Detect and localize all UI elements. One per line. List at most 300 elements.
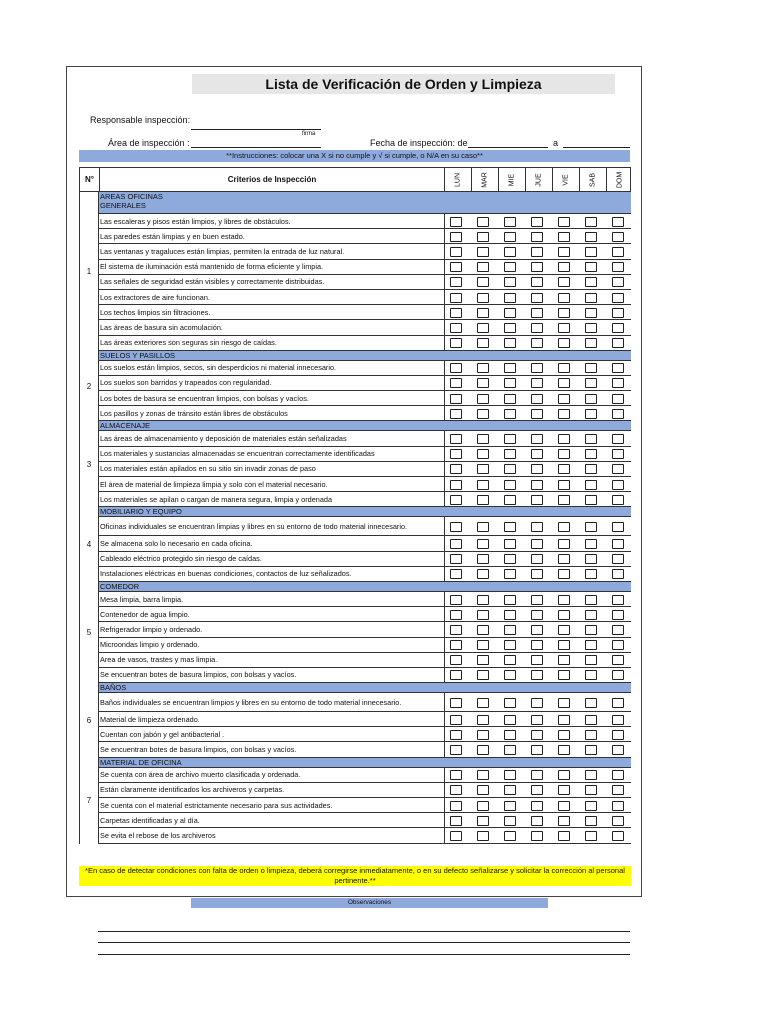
table-row <box>99 622 631 637</box>
checkbox-dom[interactable] <box>612 293 624 303</box>
checkbox-sab[interactable] <box>585 495 597 505</box>
checkbox-mar[interactable] <box>477 480 489 490</box>
checkbox-sab[interactable] <box>585 698 597 708</box>
checkbox-mie[interactable] <box>504 745 516 755</box>
checkbox-dom[interactable] <box>612 801 624 811</box>
checkbox-mar[interactable] <box>477 363 489 373</box>
checkbox-mar[interactable] <box>477 785 489 795</box>
checkbox-sab[interactable] <box>585 569 597 579</box>
checkbox-mie[interactable] <box>504 522 516 532</box>
checkbox-vie[interactable] <box>558 338 570 348</box>
checkbox-sab[interactable] <box>585 730 597 740</box>
observaciones-line-2[interactable] <box>98 942 630 943</box>
checkbox-sab[interactable] <box>585 217 597 227</box>
checkbox-vie[interactable] <box>558 640 570 650</box>
checkbox-dom[interactable] <box>612 409 624 419</box>
checkbox-mar[interactable] <box>477 770 489 780</box>
checkbox-sab[interactable] <box>585 625 597 635</box>
checkbox-mar[interactable] <box>477 232 489 242</box>
checkbox-mie[interactable] <box>504 785 516 795</box>
checkbox-mie[interactable] <box>504 730 516 740</box>
checkbox-mar[interactable] <box>477 730 489 740</box>
checkbox-jue[interactable] <box>531 569 543 579</box>
checkbox-lun[interactable] <box>450 670 462 680</box>
column-divider <box>444 592 445 606</box>
checkbox-mar[interactable] <box>477 449 489 459</box>
checkbox-jue[interactable] <box>531 323 543 333</box>
checkbox-mie[interactable] <box>504 698 516 708</box>
observaciones-line-3[interactable] <box>98 954 630 955</box>
checkbox-dom[interactable] <box>612 715 624 725</box>
checkbox-dom[interactable] <box>612 522 624 532</box>
checkbox-jue[interactable] <box>531 363 543 373</box>
checkbox-vie[interactable] <box>558 409 570 419</box>
checkbox-lun[interactable] <box>450 785 462 795</box>
checkbox-jue[interactable] <box>531 670 543 680</box>
table-row <box>99 536 631 551</box>
day-header-label: MAR <box>481 171 489 188</box>
checkbox-lun[interactable] <box>450 480 462 490</box>
table-row <box>99 477 631 492</box>
checkbox-mie[interactable] <box>504 323 516 333</box>
checkbox-sab[interactable] <box>585 262 597 272</box>
checkbox-lun[interactable] <box>450 363 462 373</box>
day-header-dom <box>606 168 633 191</box>
checkbox-mar[interactable] <box>477 640 489 650</box>
checkbox-mar[interactable] <box>477 539 489 549</box>
checkbox-vie[interactable] <box>558 698 570 708</box>
column-divider <box>444 727 445 741</box>
checkbox-dom[interactable] <box>612 569 624 579</box>
checkbox-mar[interactable] <box>477 409 489 419</box>
checkbox-mar[interactable] <box>477 831 489 841</box>
checkbox-dom[interactable] <box>612 217 624 227</box>
column-divider <box>444 431 445 445</box>
area-field[interactable] <box>191 147 321 148</box>
checkbox-sab[interactable] <box>585 554 597 564</box>
checkbox-vie[interactable] <box>558 293 570 303</box>
checkbox-vie[interactable] <box>558 670 570 680</box>
checkbox-vie[interactable] <box>558 715 570 725</box>
checkbox-mar[interactable] <box>477 698 489 708</box>
checkbox-lun[interactable] <box>450 655 462 665</box>
criterion-text: Los materiales están apilados en su sitio sin invadir zonas de paso <box>100 464 316 474</box>
checkbox-sab[interactable] <box>585 522 597 532</box>
checkbox-dom[interactable] <box>612 323 624 333</box>
checkbox-vie[interactable] <box>558 434 570 444</box>
checkbox-jue[interactable] <box>531 831 543 841</box>
table-row <box>99 320 631 335</box>
fecha-hasta-field[interactable] <box>563 147 630 148</box>
checkbox-mie[interactable] <box>504 449 516 459</box>
checkbox-vie[interactable] <box>558 569 570 579</box>
checkbox-jue[interactable] <box>531 730 543 740</box>
checkbox-mie[interactable] <box>504 670 516 680</box>
checkbox-dom[interactable] <box>612 831 624 841</box>
checkbox-lun[interactable] <box>450 247 462 257</box>
observaciones-line-1[interactable] <box>98 931 630 932</box>
checkbox-lun[interactable] <box>450 770 462 780</box>
checkbox-sab[interactable] <box>585 770 597 780</box>
checkbox-jue[interactable] <box>531 610 543 620</box>
checkbox-mar[interactable] <box>477 554 489 564</box>
checkbox-lun[interactable] <box>450 715 462 725</box>
checkbox-vie[interactable] <box>558 308 570 318</box>
checkbox-mie[interactable] <box>504 770 516 780</box>
table-row <box>99 517 631 536</box>
checkbox-sab[interactable] <box>585 378 597 388</box>
checkbox-sab[interactable] <box>585 409 597 419</box>
checkbox-dom[interactable] <box>612 640 624 650</box>
checkbox-lun[interactable] <box>450 464 462 474</box>
checkbox-vie[interactable] <box>558 595 570 605</box>
checkbox-mie[interactable] <box>504 801 516 811</box>
checkbox-dom[interactable] <box>612 363 624 373</box>
checkbox-mar[interactable] <box>477 801 489 811</box>
checkbox-mie[interactable] <box>504 293 516 303</box>
checkbox-jue[interactable] <box>531 522 543 532</box>
checkbox-lun[interactable] <box>450 522 462 532</box>
checkbox-vie[interactable] <box>558 801 570 811</box>
table-row <box>99 712 631 727</box>
checkbox-vie[interactable] <box>558 610 570 620</box>
checkbox-jue[interactable] <box>531 554 543 564</box>
checkbox-jue[interactable] <box>531 801 543 811</box>
checkbox-dom[interactable] <box>612 730 624 740</box>
checkbox-jue[interactable] <box>531 745 543 755</box>
checkbox-jue[interactable] <box>531 449 543 459</box>
checkbox-jue[interactable] <box>531 785 543 795</box>
checkbox-mar[interactable] <box>477 655 489 665</box>
checkbox-mie[interactable] <box>504 554 516 564</box>
checkbox-jue[interactable] <box>531 394 543 404</box>
page-title: Lista de Verificación de Orden y Limpieza <box>192 74 615 94</box>
criterion-text: Los suelos son barridos y trapeados con regularidad. <box>100 378 272 388</box>
checkbox-lun[interactable] <box>450 730 462 740</box>
checkbox-vie[interactable] <box>558 232 570 242</box>
checkbox-dom[interactable] <box>612 464 624 474</box>
checkbox-lun[interactable] <box>450 554 462 564</box>
checkbox-vie[interactable] <box>558 247 570 257</box>
checkbox-mie[interactable] <box>504 539 516 549</box>
checkbox-lun[interactable] <box>450 610 462 620</box>
checkbox-dom[interactable] <box>612 495 624 505</box>
checkbox-dom[interactable] <box>612 247 624 257</box>
checkbox-sab[interactable] <box>585 293 597 303</box>
checkbox-vie[interactable] <box>558 625 570 635</box>
column-divider <box>444 275 445 289</box>
checkbox-mar[interactable] <box>477 625 489 635</box>
checkbox-mie[interactable] <box>504 394 516 404</box>
checkbox-sab[interactable] <box>585 640 597 650</box>
checkbox-sab[interactable] <box>585 308 597 318</box>
checkbox-lun[interactable] <box>450 745 462 755</box>
checkbox-dom[interactable] <box>612 625 624 635</box>
criterion-text: Microondas limpio y ordenado. <box>100 640 200 650</box>
checkbox-mar[interactable] <box>477 338 489 348</box>
checkbox-vie[interactable] <box>558 655 570 665</box>
checkbox-jue[interactable] <box>531 247 543 257</box>
checkbox-mie[interactable] <box>504 569 516 579</box>
criterion-text: Los botes de basura se encuentran limpios, con bolsas y vacíos. <box>100 393 309 403</box>
checkbox-dom[interactable] <box>612 670 624 680</box>
checkbox-sab[interactable] <box>585 464 597 474</box>
checkbox-vie[interactable] <box>558 554 570 564</box>
table-row <box>99 361 631 376</box>
checkbox-sab[interactable] <box>585 434 597 444</box>
checkbox-lun[interactable] <box>450 625 462 635</box>
checkbox-sab[interactable] <box>585 449 597 459</box>
checkbox-mar[interactable] <box>477 745 489 755</box>
checkbox-dom[interactable] <box>612 434 624 444</box>
checkbox-mie[interactable] <box>504 480 516 490</box>
checkbox-vie[interactable] <box>558 495 570 505</box>
criterion-text: Las escaleras y pisos están limpios, y libres de obstáculos. <box>100 216 291 226</box>
checkbox-jue[interactable] <box>531 495 543 505</box>
checkbox-jue[interactable] <box>531 338 543 348</box>
checkbox-jue[interactable] <box>531 409 543 419</box>
checkbox-vie[interactable] <box>558 730 570 740</box>
checkbox-dom[interactable] <box>612 816 624 826</box>
checkbox-mar[interactable] <box>477 247 489 257</box>
checkbox-dom[interactable] <box>612 745 624 755</box>
checkbox-lun[interactable] <box>450 831 462 841</box>
checkbox-mar[interactable] <box>477 308 489 318</box>
checkbox-jue[interactable] <box>531 715 543 725</box>
checkbox-jue[interactable] <box>531 262 543 272</box>
checkbox-vie[interactable] <box>558 785 570 795</box>
checkbox-vie[interactable] <box>558 831 570 841</box>
checkbox-lun[interactable] <box>450 394 462 404</box>
checkbox-lun[interactable] <box>450 569 462 579</box>
checkbox-jue[interactable] <box>531 640 543 650</box>
checkbox-mar[interactable] <box>477 715 489 725</box>
checkbox-sab[interactable] <box>585 539 597 549</box>
checkbox-jue[interactable] <box>531 539 543 549</box>
criterion-text: Los suelos están limpios, secos, sin desperdicios ni material innecesario. <box>100 363 337 373</box>
checkbox-mar[interactable] <box>477 394 489 404</box>
checkbox-mar[interactable] <box>477 495 489 505</box>
checkbox-jue[interactable] <box>531 480 543 490</box>
responsable-label: Responsable inspección: <box>90 115 191 125</box>
checkbox-lun[interactable] <box>450 323 462 333</box>
checkbox-vie[interactable] <box>558 522 570 532</box>
checkbox-sab[interactable] <box>585 745 597 755</box>
checkbox-lun[interactable] <box>450 308 462 318</box>
checkbox-jue[interactable] <box>531 308 543 318</box>
checkbox-jue[interactable] <box>531 277 543 287</box>
checkbox-vie[interactable] <box>558 378 570 388</box>
checkbox-lun[interactable] <box>450 595 462 605</box>
checkbox-mar[interactable] <box>477 378 489 388</box>
checkbox-dom[interactable] <box>612 378 624 388</box>
checkbox-mie[interactable] <box>504 610 516 620</box>
checkbox-sab[interactable] <box>585 480 597 490</box>
checkbox-vie[interactable] <box>558 464 570 474</box>
checkbox-lun[interactable] <box>450 698 462 708</box>
checkbox-lun[interactable] <box>450 262 462 272</box>
checkbox-sab[interactable] <box>585 670 597 680</box>
table-row <box>99 376 631 391</box>
checkbox-lun[interactable] <box>450 378 462 388</box>
checkbox-jue[interactable] <box>531 655 543 665</box>
checkbox-vie[interactable] <box>558 816 570 826</box>
checkbox-dom[interactable] <box>612 308 624 318</box>
checkbox-sab[interactable] <box>585 801 597 811</box>
checkbox-mie[interactable] <box>504 277 516 287</box>
checkbox-sab[interactable] <box>585 363 597 373</box>
checkbox-mie[interactable] <box>504 434 516 444</box>
criterion-text: Están claramente identificados los archiveros y carpetas. <box>100 785 285 795</box>
checkbox-dom[interactable] <box>612 595 624 605</box>
checkbox-jue[interactable] <box>531 293 543 303</box>
checkbox-vie[interactable] <box>558 539 570 549</box>
checkbox-dom[interactable] <box>612 770 624 780</box>
column-divider <box>444 783 445 797</box>
checkbox-jue[interactable] <box>531 217 543 227</box>
checkbox-mar[interactable] <box>477 277 489 287</box>
criterion-text: Los techos limpios sin filtraciones. <box>100 307 211 317</box>
checkbox-dom[interactable] <box>612 277 624 287</box>
checkbox-mar[interactable] <box>477 522 489 532</box>
checkbox-vie[interactable] <box>558 449 570 459</box>
checkbox-mar[interactable] <box>477 323 489 333</box>
checkbox-mie[interactable] <box>504 495 516 505</box>
checkbox-sab[interactable] <box>585 655 597 665</box>
checkbox-mie[interactable] <box>504 262 516 272</box>
table-row <box>99 693 631 712</box>
checkbox-lun[interactable] <box>450 232 462 242</box>
checkbox-mar[interactable] <box>477 464 489 474</box>
checkbox-sab[interactable] <box>585 247 597 257</box>
checkbox-vie[interactable] <box>558 480 570 490</box>
checkbox-mar[interactable] <box>477 434 489 444</box>
checkbox-vie[interactable] <box>558 262 570 272</box>
checkbox-mie[interactable] <box>504 655 516 665</box>
checkbox-mie[interactable] <box>504 595 516 605</box>
checkbox-dom[interactable] <box>612 554 624 564</box>
checkbox-mar[interactable] <box>477 816 489 826</box>
checkbox-dom[interactable] <box>612 338 624 348</box>
checkbox-sab[interactable] <box>585 323 597 333</box>
checkbox-mar[interactable] <box>477 670 489 680</box>
checkbox-sab[interactable] <box>585 232 597 242</box>
checkbox-sab[interactable] <box>585 816 597 826</box>
checkbox-lun[interactable] <box>450 801 462 811</box>
checkbox-mie[interactable] <box>504 308 516 318</box>
checkbox-lun[interactable] <box>450 293 462 303</box>
checkbox-lun[interactable] <box>450 539 462 549</box>
checkbox-mie[interactable] <box>504 378 516 388</box>
checkbox-jue[interactable] <box>531 232 543 242</box>
checkbox-lun[interactable] <box>450 434 462 444</box>
checkbox-lun[interactable] <box>450 409 462 419</box>
checkbox-lun[interactable] <box>450 338 462 348</box>
checkbox-jue[interactable] <box>531 816 543 826</box>
checkbox-vie[interactable] <box>558 217 570 227</box>
fecha-label: Fecha de inspección: de <box>370 138 468 148</box>
checkbox-jue[interactable] <box>531 595 543 605</box>
responsable-field[interactable] <box>191 129 321 130</box>
checkbox-jue[interactable] <box>531 770 543 780</box>
checkbox-vie[interactable] <box>558 394 570 404</box>
checkbox-vie[interactable] <box>558 363 570 373</box>
checkbox-jue[interactable] <box>531 434 543 444</box>
column-divider <box>444 214 445 228</box>
fecha-desde-field[interactable] <box>468 147 548 148</box>
checkbox-mie[interactable] <box>504 816 516 826</box>
checkbox-lun[interactable] <box>450 495 462 505</box>
checkbox-lun[interactable] <box>450 449 462 459</box>
checkbox-dom[interactable] <box>612 480 624 490</box>
checkbox-mie[interactable] <box>504 217 516 227</box>
checkbox-mar[interactable] <box>477 595 489 605</box>
checkbox-sab[interactable] <box>585 595 597 605</box>
checkbox-jue[interactable] <box>531 464 543 474</box>
checkbox-lun[interactable] <box>450 217 462 227</box>
checkbox-mie[interactable] <box>504 338 516 348</box>
criterion-text: Los materiales se apilan o cargan de manera segura, limpia y ordenada <box>100 494 333 504</box>
checkbox-dom[interactable] <box>612 232 624 242</box>
checkbox-vie[interactable] <box>558 323 570 333</box>
checkbox-mie[interactable] <box>504 409 516 419</box>
day-header-mie <box>498 168 525 191</box>
checkbox-lun[interactable] <box>450 816 462 826</box>
checkbox-sab[interactable] <box>585 277 597 287</box>
checkbox-dom[interactable] <box>612 698 624 708</box>
checkbox-sab[interactable] <box>585 394 597 404</box>
area-label: Área de inspección : <box>108 138 190 148</box>
checkbox-dom[interactable] <box>612 539 624 549</box>
checkbox-vie[interactable] <box>558 277 570 287</box>
checkbox-mie[interactable] <box>504 464 516 474</box>
checkbox-mar[interactable] <box>477 293 489 303</box>
checkbox-mar[interactable] <box>477 262 489 272</box>
checkbox-dom[interactable] <box>612 394 624 404</box>
checkbox-dom[interactable] <box>612 655 624 665</box>
table-row <box>99 244 631 259</box>
checkbox-dom[interactable] <box>612 610 624 620</box>
checkbox-sab[interactable] <box>585 610 597 620</box>
checkbox-vie[interactable] <box>558 770 570 780</box>
checkbox-mie[interactable] <box>504 625 516 635</box>
checkbox-mar[interactable] <box>477 217 489 227</box>
checkbox-sab[interactable] <box>585 715 597 725</box>
checkbox-mie[interactable] <box>504 715 516 725</box>
checkbox-sab[interactable] <box>585 831 597 841</box>
checkbox-sab[interactable] <box>585 785 597 795</box>
checkbox-mar[interactable] <box>477 610 489 620</box>
checkbox-lun[interactable] <box>450 277 462 287</box>
criterion-text: Las paredes están limpias y en buen estado. <box>100 231 245 241</box>
checkbox-dom[interactable] <box>612 449 624 459</box>
checkbox-jue[interactable] <box>531 698 543 708</box>
checkbox-dom[interactable] <box>612 262 624 272</box>
checkbox-mie[interactable] <box>504 831 516 841</box>
checkbox-mie[interactable] <box>504 232 516 242</box>
checkbox-dom[interactable] <box>612 785 624 795</box>
checkbox-mie[interactable] <box>504 247 516 257</box>
checkbox-vie[interactable] <box>558 745 570 755</box>
section-title: COMEDOR <box>99 582 631 592</box>
checkbox-sab[interactable] <box>585 338 597 348</box>
checkbox-mar[interactable] <box>477 569 489 579</box>
checkbox-jue[interactable] <box>531 378 543 388</box>
checkbox-lun[interactable] <box>450 640 462 650</box>
checkbox-jue[interactable] <box>531 625 543 635</box>
checkbox-mie[interactable] <box>504 363 516 373</box>
checkbox-mie[interactable] <box>504 640 516 650</box>
